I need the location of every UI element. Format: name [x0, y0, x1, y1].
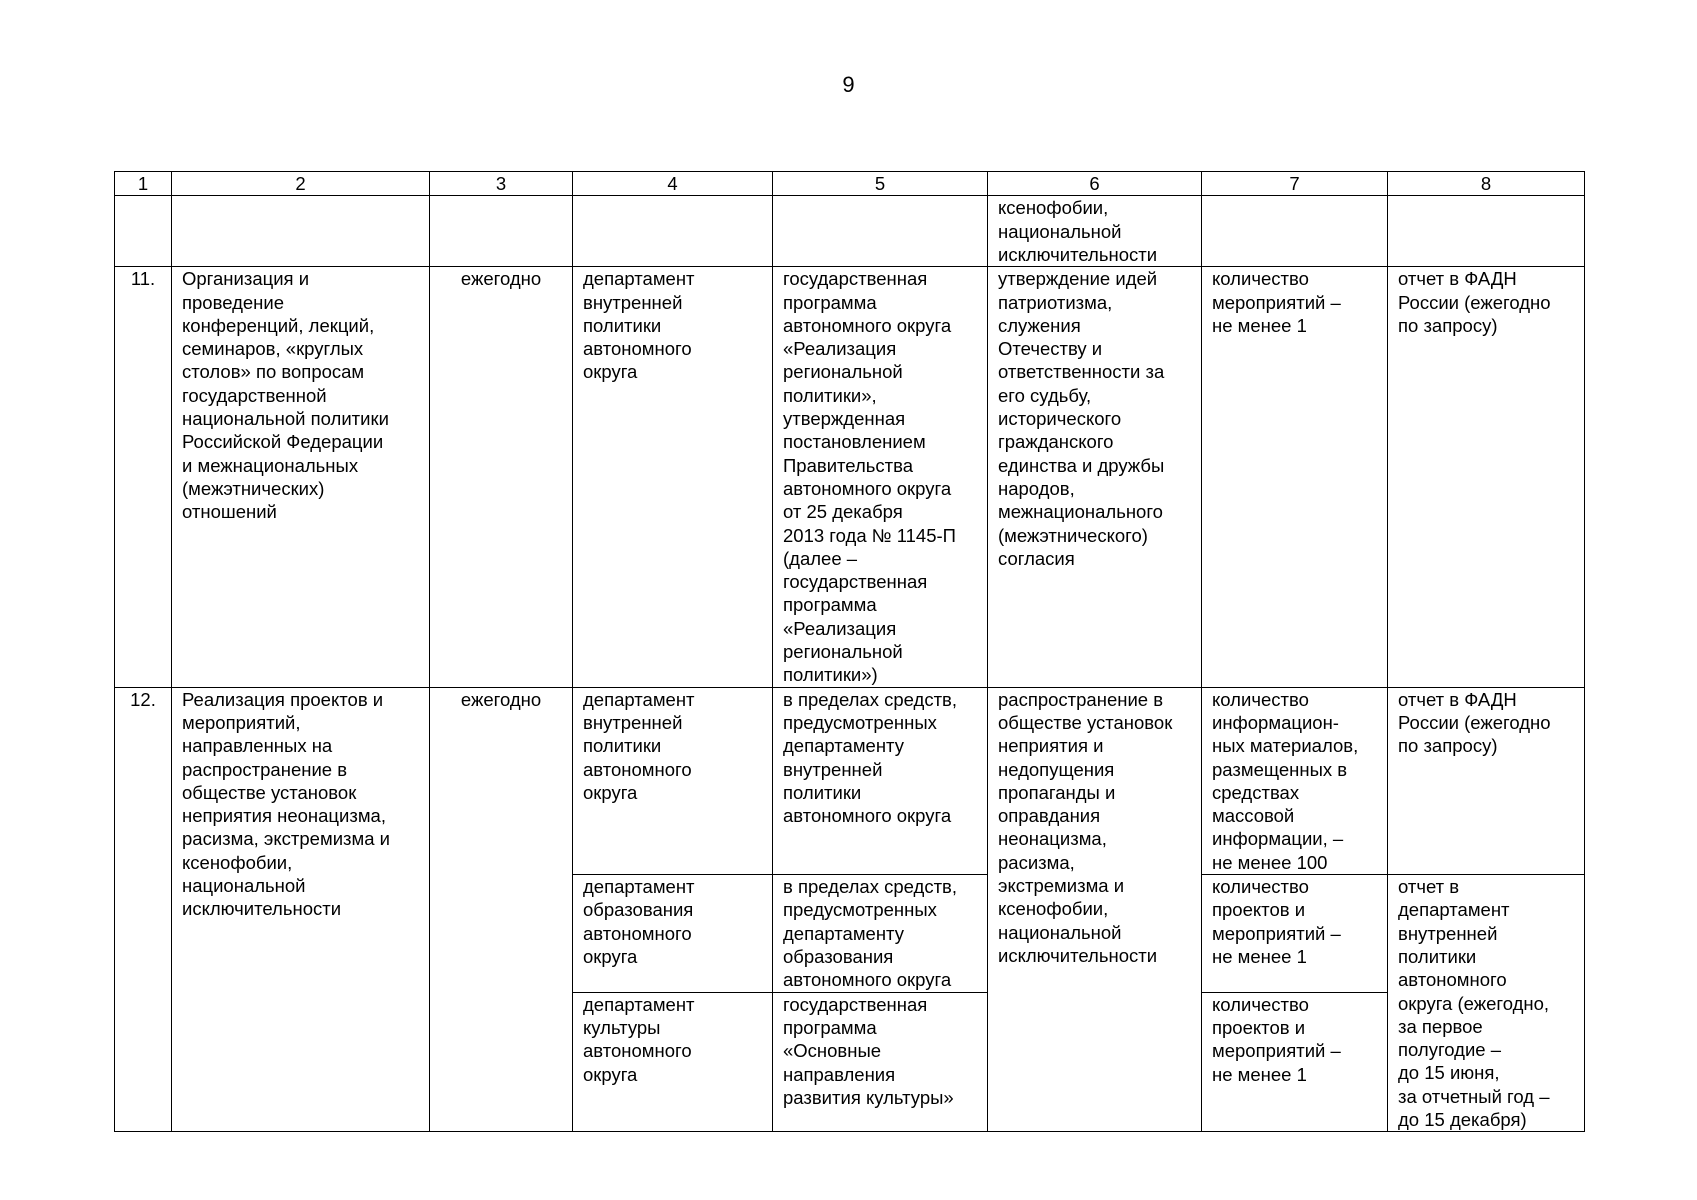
page-number: 9 [842, 72, 855, 97]
executor-cell: департамент культуры автономного округа [573, 992, 773, 1131]
term-cell: ежегодно [430, 267, 573, 687]
indicator-cell: количество мероприятий – не менее 1 [1202, 267, 1388, 687]
source-cell: в пределах средств, предусмотренных департаменту внутренней политики автономного округа [773, 687, 988, 874]
result-cell: распространение в обществе установок неприятия и недопущения пропаганды и оправдания неонацизма, расизма, экстремизма и ксенофобии, национальной исключительности [988, 687, 1202, 1132]
indicator-cell: количество проектов и мероприятий – не менее 1 [1202, 992, 1388, 1131]
report-cell: отчет в ФАДН России (ежегодно по запросу) [1388, 687, 1585, 874]
report-cell: отчет в департамент внутренней политики автономного округа (ежегодно, за первое полугодие – до 15 июня, за отчетный год – до 15 декабря) [1388, 875, 1585, 1132]
event-cell: Организация и проведение конференций, лекций, семинаров, «круглых столов» по вопросам государственной национальной политики Российской Федерации и межнациональных (межэтнических) отношений [172, 267, 430, 687]
table-row-11 [115, 267, 1585, 687]
row-number: 11. [115, 267, 172, 687]
table-row-12 [115, 687, 1585, 874]
result-cell: ксенофобии, национальной исключительности [988, 196, 1202, 267]
table-cell [1388, 196, 1585, 267]
table-cell [430, 196, 573, 267]
column-number-row [115, 172, 1585, 196]
action-plan-table [114, 171, 1585, 1132]
column-number: 3 [430, 172, 573, 196]
table-cell [573, 196, 773, 267]
event-cell: Реализация проектов и мероприятий, направленных на распространение в обществе установок неприятия неонацизма, расизма, экстремизма и ксенофобии, национальной исключительности [172, 687, 430, 1132]
column-number: 8 [1388, 172, 1585, 196]
indicator-cell: количество информацион- ных материалов, размещенных в средствах массовой информации, – не менее 100 [1202, 687, 1388, 874]
term-cell: ежегодно [430, 687, 573, 1132]
executor-cell: департамент внутренней политики автономного округа [573, 687, 773, 874]
indicator-cell: количество проектов и мероприятий – не менее 1 [1202, 875, 1388, 993]
column-number: 2 [172, 172, 430, 196]
table-cell [115, 196, 172, 267]
column-number: 1 [115, 172, 172, 196]
column-number: 6 [988, 172, 1202, 196]
source-cell: государственная программа «Основные направления развития культуры» [773, 992, 988, 1131]
source-cell: государственная программа автономного округа «Реализация региональной политики», утвержденная постановлением Правительства автономного округа от 25 декабря 2013 года № 1145-П (далее – государственная программа «Реализация региональной политики») [773, 267, 988, 687]
source-cell: в пределах средств, предусмотренных департаменту образования автономного округа [773, 875, 988, 993]
row-number: 12. [115, 687, 172, 1132]
executor-cell: департамент образования автономного округа [573, 875, 773, 993]
table-cell [172, 196, 430, 267]
table-cell [1202, 196, 1388, 267]
column-number: 7 [1202, 172, 1388, 196]
report-cell: отчет в ФАДН России (ежегодно по запросу) [1388, 267, 1585, 687]
column-number: 4 [573, 172, 773, 196]
continuation-row [115, 196, 1585, 267]
result-cell: утверждение идей патриотизма, служения Отечеству и ответственности за его судьбу, исторического гражданского единства и дружбы народов, межнационального (межэтнического) согласия [988, 267, 1202, 687]
executor-cell: департамент внутренней политики автономного округа [573, 267, 773, 687]
column-number: 5 [773, 172, 988, 196]
table-cell [773, 196, 988, 267]
